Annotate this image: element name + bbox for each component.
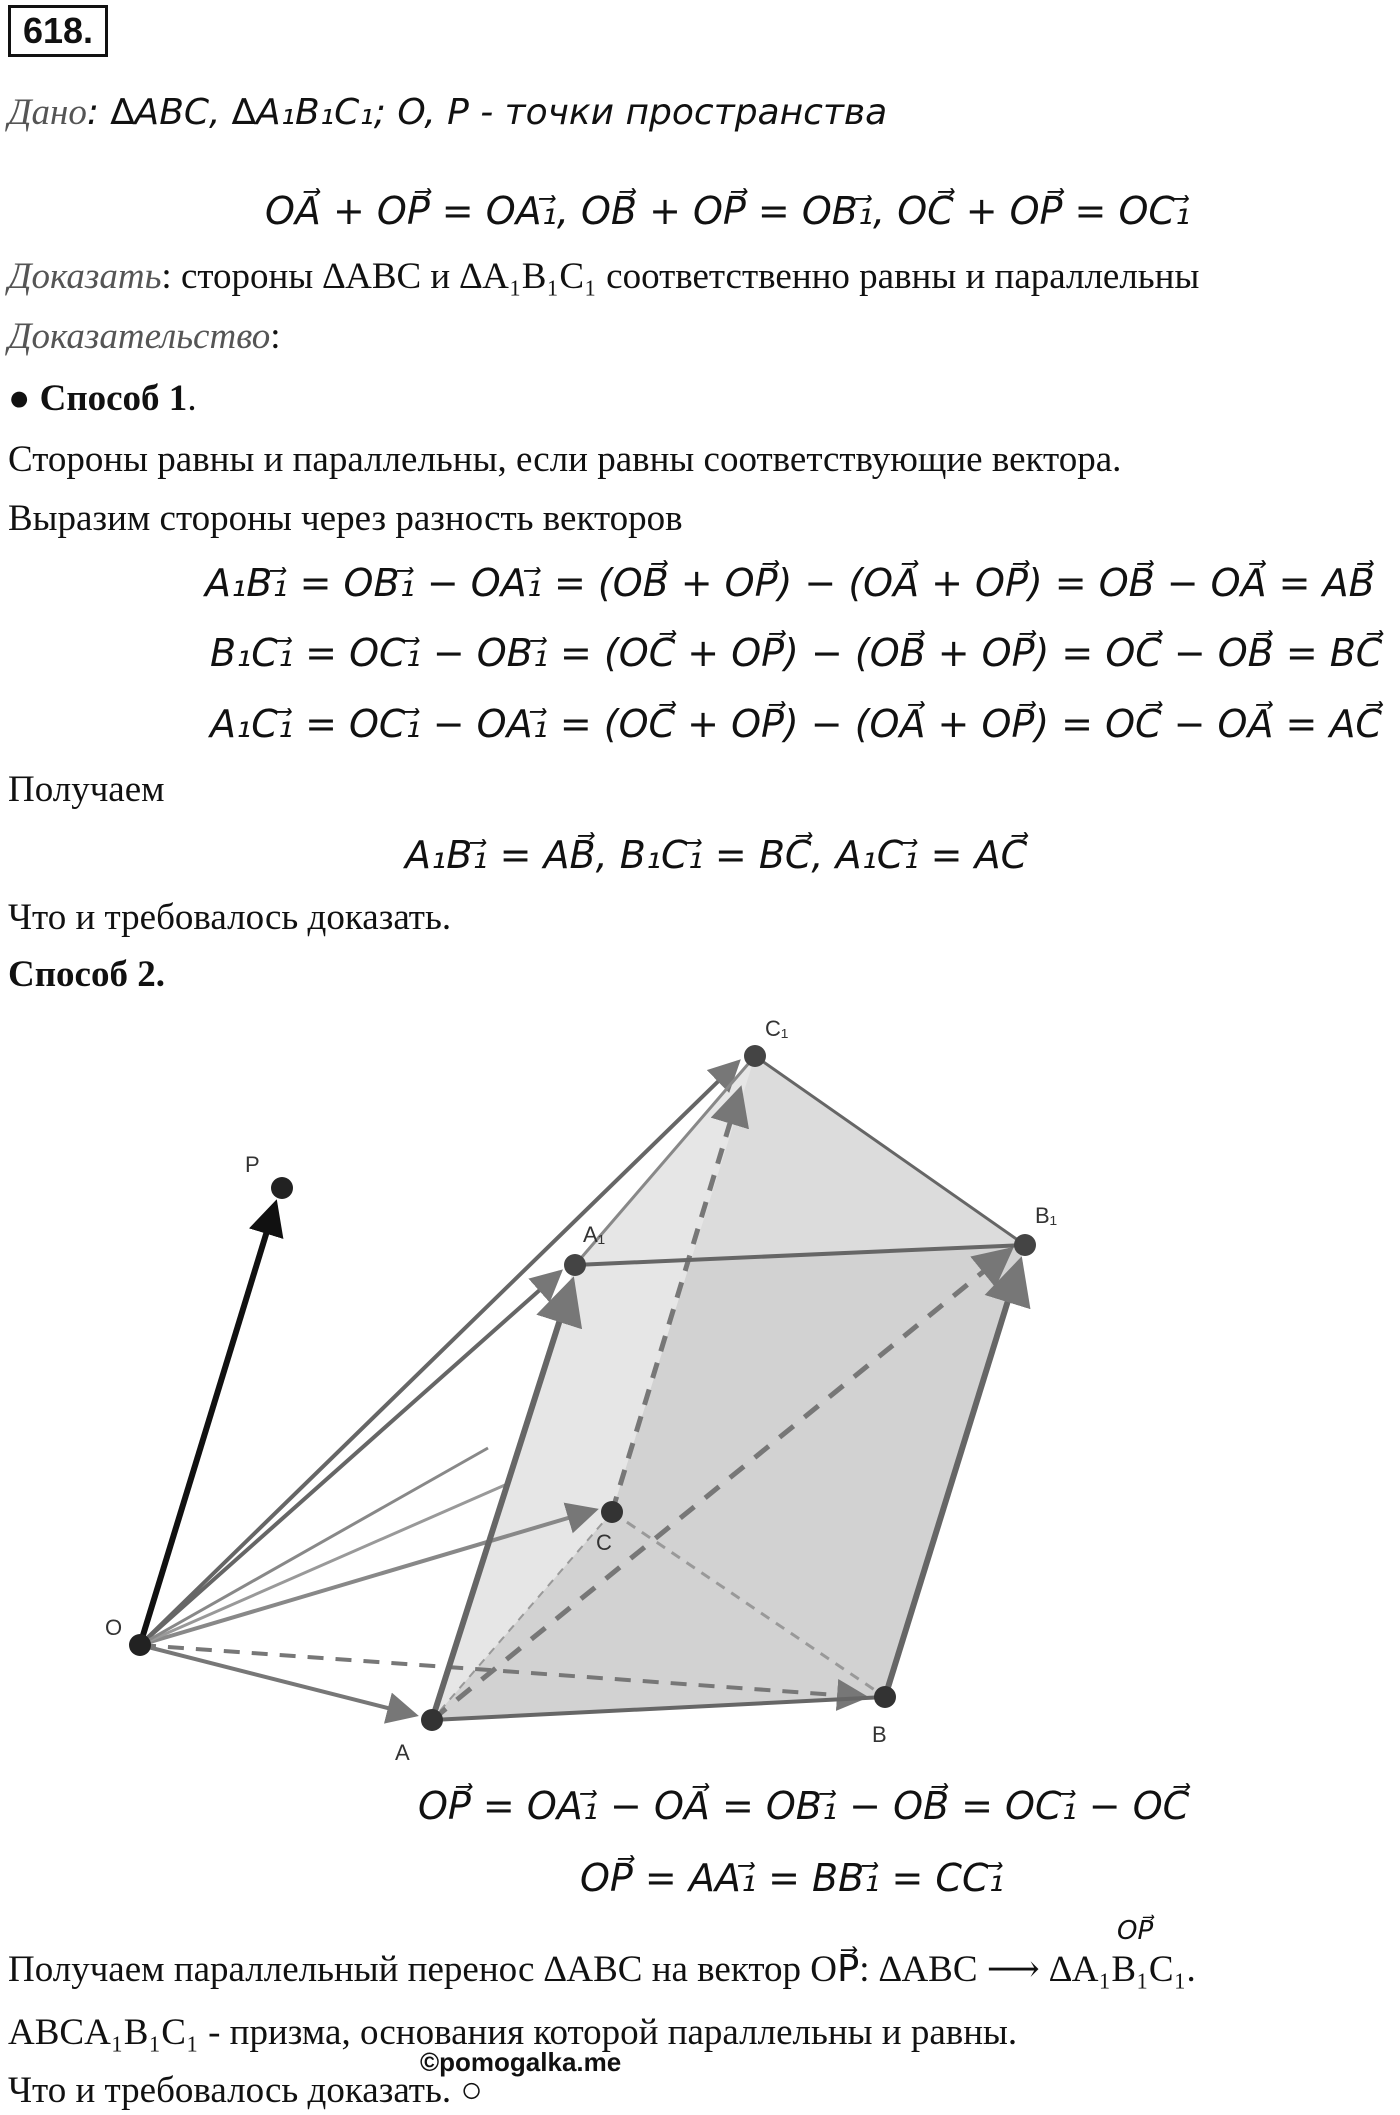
label-o: O <box>105 1615 123 1640</box>
point-a <box>421 1709 443 1731</box>
proof-colon: : <box>270 316 281 357</box>
point-c <box>601 1501 623 1523</box>
method2-qed: Что и требовалось доказать. ○ <box>8 2070 483 2111</box>
point-o <box>129 1634 151 1656</box>
point-b1 <box>1014 1234 1036 1256</box>
point-c1 <box>744 1045 766 1067</box>
label-b1: B₁ <box>1035 1203 1058 1228</box>
method1-line2: Выразим стороны через разность векторов <box>8 498 683 539</box>
label-p: P <box>245 1152 260 1177</box>
prove-line <box>8 254 1199 300</box>
method1-qed: Что и требовалось доказать. <box>8 897 452 938</box>
label-b: B <box>872 1722 887 1747</box>
method2-title: Способ 2. <box>8 954 165 995</box>
proof-label: Доказательство <box>8 316 271 357</box>
proof-heading <box>8 314 281 360</box>
vector-oa <box>140 1645 415 1715</box>
method1-title-dot: . <box>187 378 197 419</box>
prism-figure <box>0 1000 1400 1780</box>
method1-result: A₁B₁⃗ = AB⃗, B₁C₁⃗ = BC⃗, A₁C₁⃗ = AC⃗ <box>405 833 1028 877</box>
method1-result-label: Получаем <box>8 769 165 810</box>
point-p <box>271 1177 293 1199</box>
given-equations: OA⃗ + OP⃗ = OA₁⃗, OB⃗ + OP⃗ = OB₁⃗, OC⃗ + OP⃗ = OC₁⃗ <box>265 189 1191 233</box>
footer-watermark: ©pomogalka.me <box>420 2047 622 2077</box>
translation-arrow-label: OP⃗ <box>1117 1916 1154 1946</box>
point-a1 <box>564 1254 586 1276</box>
given-line <box>8 90 887 136</box>
problem-number: 618. <box>8 5 108 57</box>
given-label: Дано <box>8 92 87 133</box>
method1-eq2: B₁C₁⃗ = OC₁⃗ − OB₁⃗ = (OC⃗ + OP⃗) − (OB⃗ + OP⃗) = OC⃗ − OB⃗ = BC⃗ <box>210 631 1383 675</box>
method1-eq3: A₁C₁⃗ = OC₁⃗ − OA₁⃗ = (OC⃗ + OP⃗) − (OA⃗ + OP⃗) = OC⃗ − OA⃗ = AC⃗ <box>210 702 1382 746</box>
method1-title-line <box>8 376 197 422</box>
line-o-c <box>140 1485 505 1645</box>
given-text: : ∆ABC, ∆A₁B₁C₁; O, P - точки пространства <box>86 92 888 133</box>
prove-text: : стороны ∆ABC и ∆A₁B₁C₁ соответственно равны и параллельны <box>161 256 1200 297</box>
method1-line1: Стороны равны и параллельны, если равны соответствующие вектора. <box>8 439 1122 480</box>
method2-text2: ABCA₁B₁C₁ - призма, основания которой параллельны и равны. <box>8 2012 1018 2053</box>
label-a: A <box>395 1740 410 1765</box>
label-a1: A₁ <box>583 1222 606 1247</box>
method1-title: ● Способ 1 <box>8 378 188 419</box>
label-c1: C₁ <box>765 1016 789 1041</box>
prove-label: Доказать <box>8 256 162 297</box>
method2-eq1: OP⃗ = OA₁⃗ − OA⃗ = OB₁⃗ − OB⃗ = OC₁⃗ − OC⃗ <box>418 1784 1190 1828</box>
label-c: C <box>596 1530 612 1555</box>
method1-eq1: A₁B₁⃗ = OB₁⃗ − OA₁⃗ = (OB⃗ + OP⃗) − (OA⃗ + OP⃗) = OB⃗ − OA⃗ = AB⃗ <box>205 561 1375 605</box>
point-b <box>874 1686 896 1708</box>
method2-text1: Получаем параллельный перенос ∆ABC на вектор OP⃗: ∆ABC ⟶ ∆A₁B₁C₁. <box>8 1949 1196 1990</box>
method2-eq2: OP⃗ = AA₁⃗ = BB₁⃗ = CC₁⃗ <box>580 1856 1004 1900</box>
